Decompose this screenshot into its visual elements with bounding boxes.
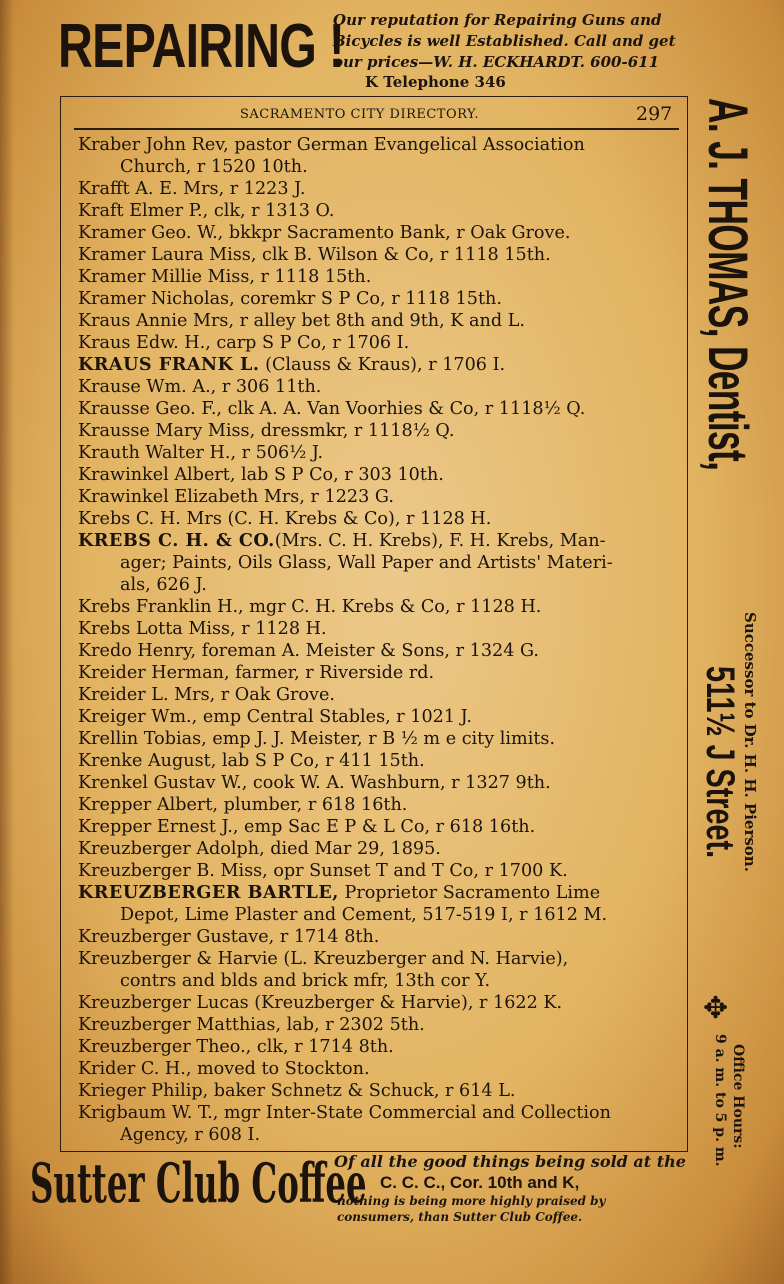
entry-text: Kramer Geo. W., bkkpr Sacramento Bank, r Oak Grove. (78, 223, 571, 243)
directory-entry (78, 310, 682, 332)
bottom-ad-line: C. C. C., Cor. 10th and K, (380, 1173, 580, 1192)
entry-text: Kraus Edw. H., carp S P Co, r 1706 I. (78, 333, 410, 353)
directory-entry (78, 860, 682, 882)
entry-text: Proprietor Sacramento Lime (338, 883, 601, 903)
entry-text: ager; Paints, Oils Glass, Wall Paper and Artists' Materi- (120, 553, 613, 573)
top-advertisement (0, 0, 784, 96)
directory-entry (78, 266, 682, 288)
ad-line: Bicycles is well Established. Call and get (333, 32, 676, 50)
entry-text: contrs and blds and brick mfr, 13th cor Y. (120, 971, 491, 991)
entry-text: Krause Wm. A., r 306 11th. (78, 377, 322, 397)
directory-entry (78, 640, 682, 662)
side-ad-successor: Successor to Dr. H. H. Pierson. (741, 612, 759, 872)
entry-text: Krawinkel Albert, lab S P Co, r 303 10th. (78, 465, 444, 485)
ad-line: our prices—W. H. ECKHARDT. 600-611 (333, 53, 660, 71)
entry-text: Agency, r 608 I. (120, 1125, 261, 1145)
directory-entry (78, 948, 682, 970)
entry-text: Krepper Albert, plumber, r 618 16th. (78, 795, 408, 815)
directory-entry (78, 662, 682, 684)
ornament-icon: ✥ (703, 991, 729, 1026)
directory-entry (78, 178, 682, 200)
entry-text: Krafft A. E. Mrs, r 1223 J. (78, 179, 306, 199)
bottom-ad-line: Of all the good things being sold at the (334, 1152, 686, 1171)
directory-entry (78, 816, 682, 838)
entry-text: Kreuzberger Theo., clk, r 1714 8th. (78, 1037, 394, 1057)
directory-entry (78, 332, 682, 354)
side-ad-hours-title: Office Hours: (730, 1044, 746, 1149)
entry-text: Kramer Laura Miss, clk B. Wilson & Co, r 1118 15th. (78, 245, 551, 265)
entry-text: Kraber John Rev, pastor German Evangelical Association (78, 135, 585, 155)
directory-entry (78, 200, 682, 222)
entry-text: Kreuzberger Matthias, lab, r 2302 5th. (78, 1015, 425, 1035)
directory-entry (78, 1014, 682, 1036)
directory-entry (78, 398, 682, 420)
entry-text: Krepper Ernest J., emp Sac E P & L Co, r 618 16th. (78, 817, 536, 837)
directory-entry (78, 794, 682, 816)
entry-text: (Clauss & Kraus), r 1706 I. (259, 355, 506, 375)
directory-entry (78, 992, 682, 1014)
entry-text: Kreuzberger Gustave, r 1714 8th. (78, 927, 380, 947)
directory-entry (78, 442, 682, 464)
entry-text: Depot, Lime Plaster and Cement, 517-519 I, r 1612 M. (120, 905, 608, 925)
entry-text: Kredo Henry, foreman A. Meister & Sons, r 1324 G. (78, 641, 540, 661)
side-ad-hours: 9 a. m. to 5 p. m. (712, 1034, 728, 1167)
directory-entry (78, 838, 682, 860)
bottom-ad-line: nothing is being more highly praised by (337, 1194, 606, 1208)
directory-entry (78, 486, 682, 508)
bottom-ad-line: consumers, than Sutter Club Coffee. (337, 1210, 583, 1224)
entry-text: Krauth Walter H., r 506½ J. (78, 443, 324, 463)
directory-entry (78, 222, 682, 244)
directory-entry (78, 904, 682, 926)
side-ad-dentist-name: A. J. THOMAS, Dentist, (697, 98, 760, 471)
directory-entry (78, 772, 682, 794)
directory-entry (78, 728, 682, 750)
entry-text: (Mrs. C. H. Krebs), F. H. Krebs, Man- (274, 531, 606, 551)
directory-entry (78, 1124, 682, 1146)
directory-entry (78, 134, 682, 156)
ad-line: K Telephone 346 (365, 73, 506, 91)
entry-text: als, 626 J. (120, 575, 207, 595)
entry-text: Kreiger Wm., emp Central Stables, r 1021 J. (78, 707, 472, 727)
entry-text: Krebs Franklin H., mgr C. H. Krebs & Co, r 1128 H. (78, 597, 542, 617)
entry-text: Kreider L. Mrs, r Oak Grove. (78, 685, 335, 705)
entry-text: Kreuzberger Adolph, died Mar 29, 1895. (78, 839, 441, 859)
entry-text: Kraus Annie Mrs, r alley bet 8th and 9th, K and L. (78, 311, 525, 331)
directory-entry (78, 1036, 682, 1058)
book-spine-shadow (0, 0, 14, 1284)
entry-text: Kramer Nicholas, coremkr S P Co, r 1118 15th. (78, 289, 502, 309)
entry-bold-name: KRAUS FRANK L. (78, 354, 260, 375)
directory-entry (78, 1058, 682, 1080)
directory-entry (78, 376, 682, 398)
directory-entry (78, 288, 682, 310)
entry-text: Krausse Mary Miss, dressmkr, r 1118½ Q. (78, 421, 455, 441)
directory-entry (78, 530, 682, 552)
ad-headline: REPAIRING ! (58, 12, 345, 81)
entry-text: Krawinkel Elizabeth Mrs, r 1223 G. (78, 487, 394, 507)
entry-text: Krellin Tobias, emp J. J. Meister, r B ½ m e city limits. (78, 729, 556, 749)
directory-entry (78, 706, 682, 728)
directory-entry (78, 244, 682, 266)
entry-bold-name: KREUZBERGER BARTLE, (78, 882, 339, 903)
directory-listing (78, 134, 682, 1146)
entry-text: Krebs C. H. Mrs (C. H. Krebs & Co), r 1128 H. (78, 509, 492, 529)
entry-text: Kreuzberger & Harvie (L. Kreuzberger and N. Harvie), (78, 949, 569, 969)
directory-entry (78, 750, 682, 772)
directory-entry (78, 464, 682, 486)
side-ad-address: 511½ J Street. (698, 666, 742, 859)
directory-entry (78, 1102, 682, 1124)
directory-entry (78, 156, 682, 178)
entry-text: Church, r 1520 10th. (120, 157, 308, 177)
directory-entry (78, 926, 682, 948)
entry-text: Kreider Herman, farmer, r Riverside rd. (78, 663, 435, 683)
directory-entry (78, 882, 682, 904)
entry-text: Kraft Elmer P., clk, r 1313 O. (78, 201, 335, 221)
directory-entry (78, 508, 682, 530)
header-rule (74, 128, 679, 130)
directory-entry (78, 1080, 682, 1102)
entry-text: Krenke August, lab S P Co, r 411 15th. (78, 751, 425, 771)
directory-entry (78, 970, 682, 992)
page-number: 297 (636, 103, 673, 125)
entry-text: Krider C. H., moved to Stockton. (78, 1059, 370, 1079)
ad-line: Our reputation for Repairing Guns and (333, 11, 662, 29)
entry-text: Krigbaum W. T., mgr Inter-State Commercial and Collection (78, 1103, 611, 1123)
entry-text: Krenkel Gustav W., cook W. A. Washburn, r 1327 9th. (78, 773, 551, 793)
entry-text: Kreuzberger Lucas (Kreuzberger & Harvie), r 1622 K. (78, 993, 563, 1013)
entry-text: Krieger Philip, baker Schnetz & Schuck, r 614 L. (78, 1081, 516, 1101)
directory-entry (78, 684, 682, 706)
directory-entry (78, 618, 682, 640)
directory-entry (78, 574, 682, 596)
directory-entry (78, 354, 682, 376)
entry-bold-name: KREBS C. H. & CO. (78, 530, 275, 551)
bottom-ad-brand: Sutter Club Coffee (30, 1151, 367, 1215)
page-header: SACRAMENTO CITY DIRECTORY. (240, 107, 480, 122)
directory-entry (78, 420, 682, 442)
entry-text: Krausse Geo. F., clk A. A. Van Voorhies & Co, r 1118½ Q. (78, 399, 586, 419)
directory-entry (78, 552, 682, 574)
entry-text: Kramer Millie Miss, r 1118 15th. (78, 267, 372, 287)
entry-text: Kreuzberger B. Miss, opr Sunset T and T Co, r 1700 K. (78, 861, 568, 881)
directory-entry (78, 596, 682, 618)
entry-text: Krebs Lotta Miss, r 1128 H. (78, 619, 327, 639)
